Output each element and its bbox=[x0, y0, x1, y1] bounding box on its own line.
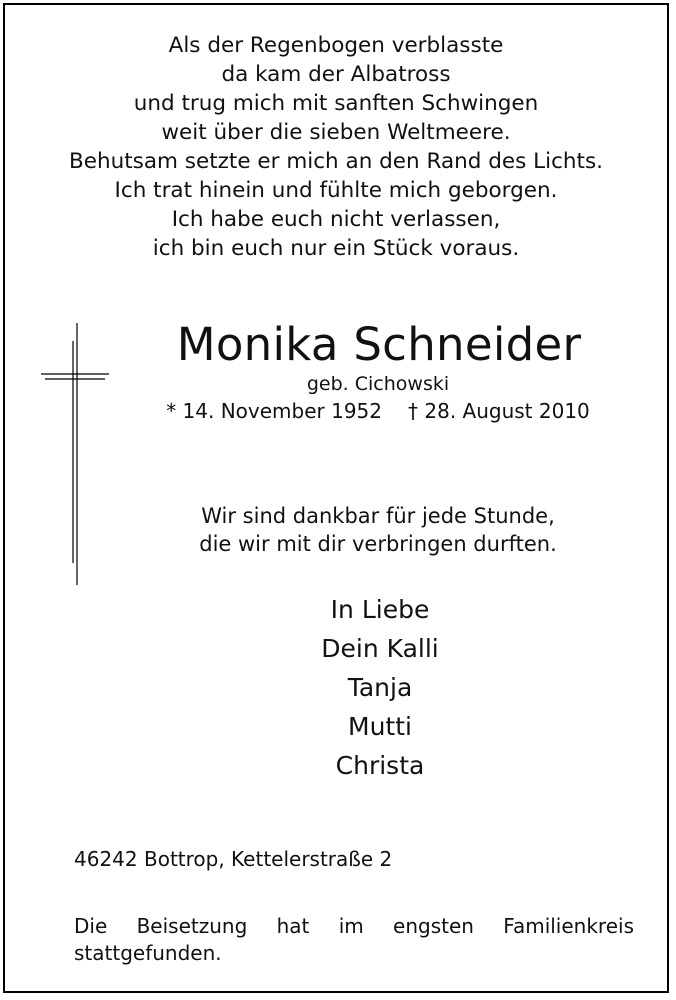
thanks-text bbox=[5, 502, 667, 558]
poem-line: ich bin euch nur ein Stück voraus. bbox=[152, 236, 520, 261]
funeral-note-line: stattgefunden. bbox=[74, 941, 222, 965]
maiden-name: geb. Cichowski bbox=[306, 373, 450, 395]
signoff-mourner: Tanja bbox=[347, 673, 413, 702]
signoff-mourner: Dein Kalli bbox=[321, 634, 439, 663]
birth-date: * 14. November 1952 bbox=[166, 399, 383, 423]
address: 46242 Bottrop, Kettelerstraße 2 bbox=[74, 847, 393, 871]
poem-line: weit über die sieben Weltmeere. bbox=[161, 120, 511, 145]
life-dates bbox=[5, 398, 667, 424]
poem bbox=[5, 31, 667, 263]
thanks-line: Wir sind dankbar für jede Stunde, bbox=[201, 504, 555, 528]
signoff-mourner: Christa bbox=[335, 751, 425, 780]
funeral-note-line: Die Beisetzung hat im engsten Familienkreis bbox=[74, 914, 634, 938]
obituary-notice bbox=[3, 3, 669, 993]
signoff-mourner: Mutti bbox=[348, 712, 412, 741]
poem-line: und trug mich mit sanften Schwingen bbox=[133, 91, 539, 116]
deceased-name: Monika Schneider bbox=[176, 318, 582, 371]
signoff-line: In Liebe bbox=[330, 595, 430, 624]
poem-line: da kam der Albatross bbox=[221, 62, 451, 87]
poem-line: Behutsam setzte er mich an den Rand des Lichts. bbox=[68, 149, 604, 174]
death-date: † 28. August 2010 bbox=[408, 399, 590, 423]
signoff bbox=[5, 590, 667, 785]
poem-line: Ich trat hinein und fühlte mich geborgen. bbox=[114, 178, 558, 203]
poem-line: Als der Regenbogen verblasste bbox=[168, 33, 504, 58]
poem-line: Ich habe euch nicht verlassen, bbox=[171, 207, 501, 232]
thanks-line: die wir mit dir verbringen durften. bbox=[199, 532, 557, 556]
funeral-note bbox=[74, 913, 634, 967]
